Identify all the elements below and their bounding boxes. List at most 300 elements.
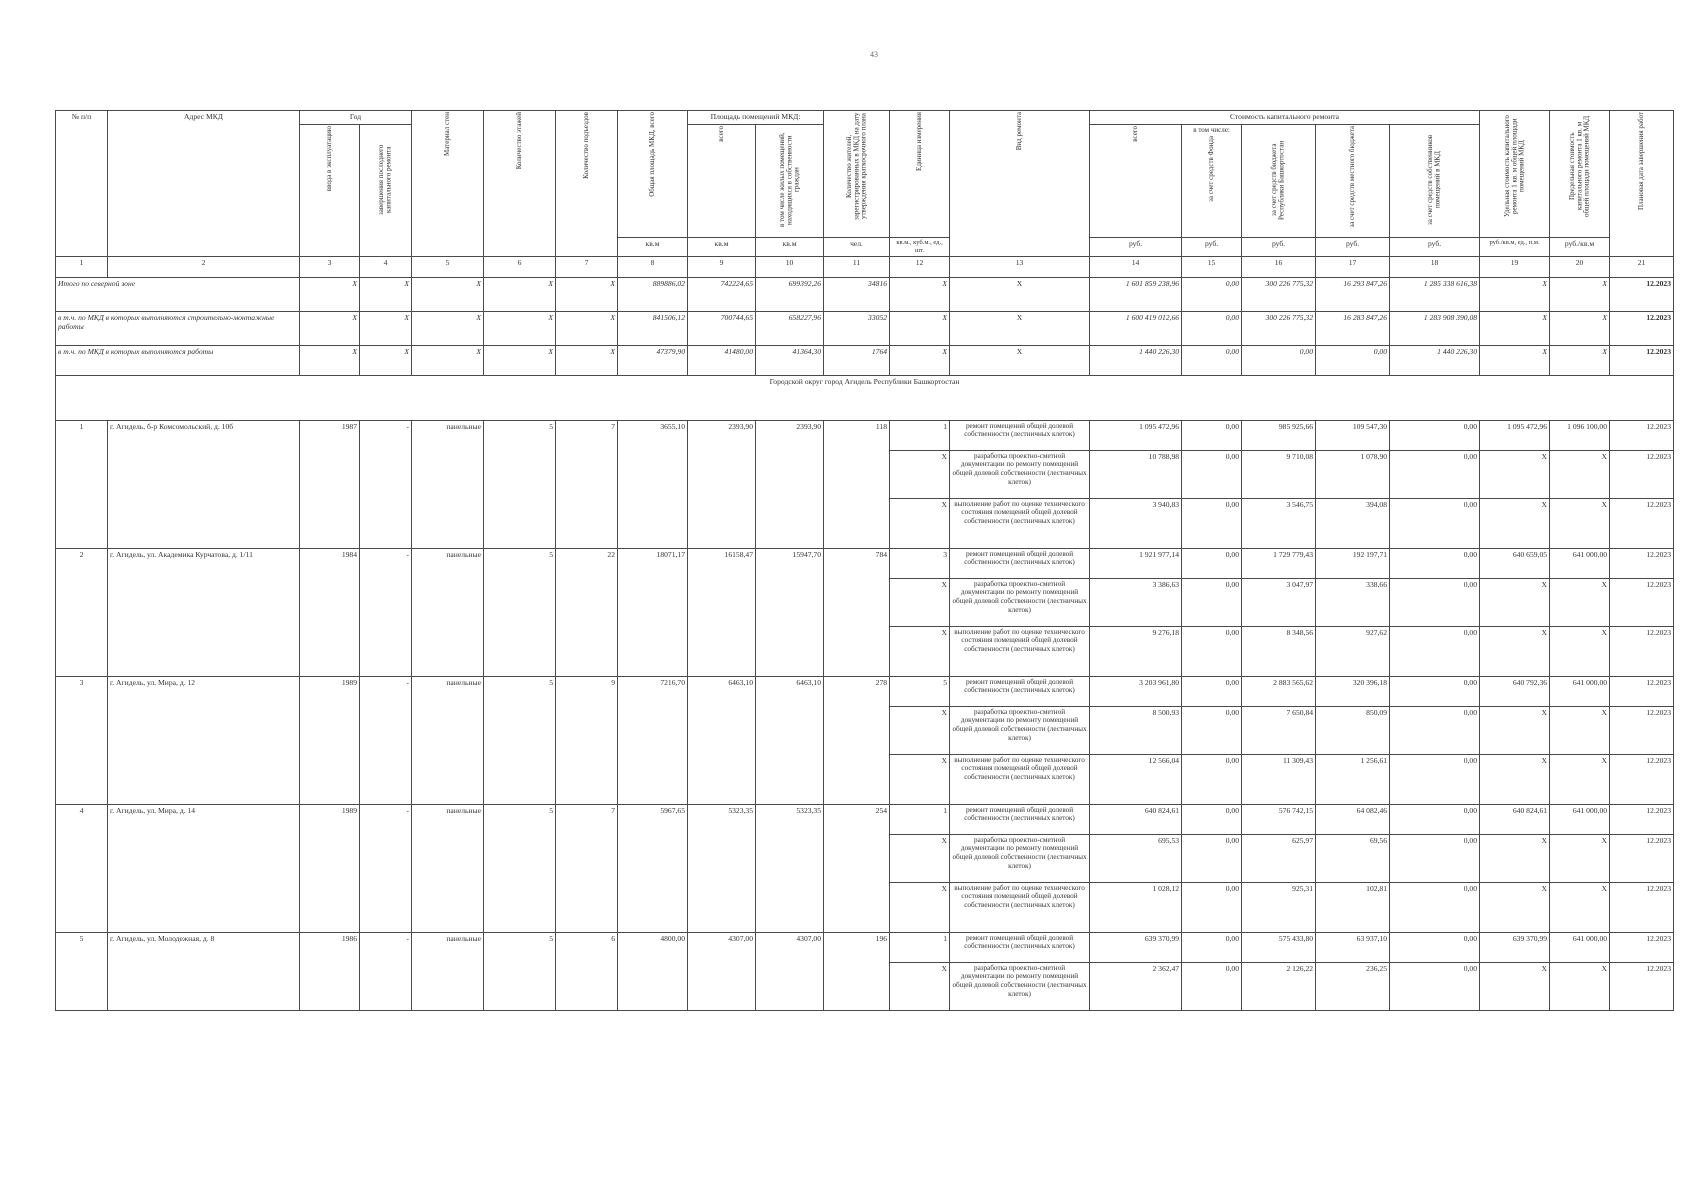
summary-max: X bbox=[1550, 277, 1610, 311]
summary-cost-total: 1 440 226,30 bbox=[1090, 345, 1182, 375]
work-cost-fund: 0,00 bbox=[1182, 834, 1242, 882]
work-unit: 1 bbox=[890, 932, 950, 962]
work-cost-fund: 0,00 bbox=[1182, 498, 1242, 548]
work-unit: X bbox=[890, 626, 950, 676]
work-cost-fund: 0,00 bbox=[1182, 450, 1242, 498]
work-type: ремонт помещений общей долевой собственности (лестничных клеток) bbox=[950, 932, 1090, 962]
summary-cell: X bbox=[484, 311, 556, 345]
building-row bbox=[56, 932, 1674, 962]
work-deadline: 12.2023 bbox=[1610, 804, 1674, 834]
work-specific-cost: X bbox=[1480, 754, 1550, 804]
building-premises: 16158,47 bbox=[688, 548, 756, 676]
building-floors: 5 bbox=[484, 804, 556, 932]
work-specific-cost: X bbox=[1480, 962, 1550, 1010]
building-residential: 2393,90 bbox=[756, 420, 824, 548]
hdr-year-commission: ввода в эксплуатацию bbox=[300, 125, 360, 257]
column-number: 16 bbox=[1242, 256, 1316, 277]
work-cost-total: 1 028,12 bbox=[1090, 882, 1182, 932]
work-cost-owners: 0,00 bbox=[1390, 420, 1480, 450]
work-cost-fund: 0,00 bbox=[1182, 932, 1242, 962]
hdr-specific-cost: Удельная стоимость капитального ремонта 1 кв. м общей площади помещений МКД bbox=[1480, 111, 1550, 238]
column-number: 17 bbox=[1316, 256, 1390, 277]
summary-cell: X bbox=[556, 345, 618, 375]
summary-cell: X bbox=[300, 277, 360, 311]
building-total-area: 18071,17 bbox=[618, 548, 688, 676]
work-deadline: 12.2023 bbox=[1610, 578, 1674, 626]
building-last-repair: - bbox=[360, 676, 412, 804]
hdr-residents: Количество жителей, зарегистрированных в МКД на дату утверждения краткосрочного плана bbox=[824, 111, 890, 238]
column-number: 7 bbox=[556, 256, 618, 277]
work-deadline: 12.2023 bbox=[1610, 962, 1674, 1010]
summary-cell: X bbox=[360, 345, 412, 375]
work-unit: X bbox=[890, 882, 950, 932]
building-material: панельные bbox=[412, 932, 484, 1010]
summary-total-area: 889886,02 bbox=[618, 277, 688, 311]
work-max-cost: X bbox=[1550, 450, 1610, 498]
summary-unit: X bbox=[890, 277, 950, 311]
summary-specific: X bbox=[1480, 277, 1550, 311]
work-cost-republic: 576 742,15 bbox=[1242, 804, 1316, 834]
hdr-address: Адрес МКД bbox=[108, 111, 300, 257]
work-deadline: 12.2023 bbox=[1610, 498, 1674, 548]
column-number: 21 bbox=[1610, 256, 1674, 277]
unit-residents: чел. bbox=[824, 238, 890, 257]
work-cost-republic: 9 710,08 bbox=[1242, 450, 1316, 498]
work-specific-cost: X bbox=[1480, 498, 1550, 548]
work-unit: X bbox=[890, 498, 950, 548]
building-row bbox=[56, 804, 1674, 834]
building-address: г. Агидель, ул. Мира, д. 12 bbox=[108, 676, 300, 804]
work-cost-local: 320 396,18 bbox=[1316, 676, 1390, 706]
work-cost-owners: 0,00 bbox=[1390, 804, 1480, 834]
hdr-deadline: Плановая дата завершения работ bbox=[1610, 111, 1674, 257]
work-cost-total: 3 940,83 bbox=[1090, 498, 1182, 548]
work-cost-owners: 0,00 bbox=[1390, 706, 1480, 754]
work-cost-local: 109 547,30 bbox=[1316, 420, 1390, 450]
work-max-cost: 641 000,00 bbox=[1550, 804, 1610, 834]
summary-cost-fund: 0,00 bbox=[1182, 345, 1242, 375]
building-residential: 4307,00 bbox=[756, 932, 824, 1010]
work-cost-owners: 0,00 bbox=[1390, 626, 1480, 676]
unit-cost-local: руб. bbox=[1316, 238, 1390, 257]
work-type: выполнение работ по оценке технического состояния помещений общей долевой собственности (лестничных клеток) bbox=[950, 626, 1090, 676]
building-address: г. Агидель, ул. Академика Курчатова, д. 1/11 bbox=[108, 548, 300, 676]
hdr-premises-group: Площадь помещений МКД: bbox=[688, 111, 824, 125]
work-cost-republic: 11 309,43 bbox=[1242, 754, 1316, 804]
work-cost-republic: 575 433,80 bbox=[1242, 932, 1316, 962]
building-residential: 6463,10 bbox=[756, 676, 824, 804]
hdr-cost-republic: за счет средств бюджета Республики Башкортостан bbox=[1242, 125, 1316, 238]
building-residential: 5323,35 bbox=[756, 804, 824, 932]
work-type: ремонт помещений общей долевой собственности (лестничных клеток) bbox=[950, 804, 1090, 834]
work-cost-fund: 0,00 bbox=[1182, 548, 1242, 578]
work-type: ремонт помещений общей долевой собственности (лестничных клеток) bbox=[950, 420, 1090, 450]
hdr-cost-fund: в том числе: за счет средств Фонда bbox=[1182, 125, 1242, 238]
work-max-cost: 641 000,00 bbox=[1550, 932, 1610, 962]
work-specific-cost: 1 095 472,96 bbox=[1480, 420, 1550, 450]
building-num: 1 bbox=[56, 420, 108, 548]
summary-max: X bbox=[1550, 345, 1610, 375]
summary-cost-owners: 1 285 338 616,38 bbox=[1390, 277, 1480, 311]
column-number: 5 bbox=[412, 256, 484, 277]
work-cost-total: 12 566,04 bbox=[1090, 754, 1182, 804]
work-specific-cost: X bbox=[1480, 706, 1550, 754]
work-specific-cost: X bbox=[1480, 834, 1550, 882]
work-cost-owners: 0,00 bbox=[1390, 882, 1480, 932]
region-title: Городской округ город Агидель Республики Башкортостан bbox=[56, 375, 1674, 420]
column-number: 18 bbox=[1390, 256, 1480, 277]
work-cost-total: 639 370,99 bbox=[1090, 932, 1182, 962]
unit-max-cost: руб./кв.м bbox=[1550, 238, 1610, 257]
summary-cost-total: 1 600 419 012,66 bbox=[1090, 311, 1182, 345]
column-number: 13 bbox=[950, 256, 1090, 277]
hdr-year-group: Год bbox=[300, 111, 412, 125]
hdr-cost-incl: в том числе: bbox=[1193, 126, 1230, 134]
work-cost-republic: 925,31 bbox=[1242, 882, 1316, 932]
hdr-cost-group: Стоимость капитального ремонта bbox=[1090, 111, 1480, 125]
work-max-cost: X bbox=[1550, 626, 1610, 676]
building-entrances: 6 bbox=[556, 932, 618, 1010]
summary-residents: 1764 bbox=[824, 345, 890, 375]
summary-cost-republic: 300 226 775,32 bbox=[1242, 277, 1316, 311]
building-total-area: 5967,65 bbox=[618, 804, 688, 932]
work-type: ремонт помещений общей долевой собственности (лестничных клеток) bbox=[950, 676, 1090, 706]
unit-total-area: кв.м bbox=[618, 238, 688, 257]
summary-cell: X bbox=[484, 345, 556, 375]
summary-cell: X bbox=[412, 311, 484, 345]
hdr-premises-residential: в том числе жилых помещений, находящихся в собственности граждан bbox=[756, 125, 824, 238]
capital-repair-register bbox=[55, 110, 1673, 1070]
work-deadline: 12.2023 bbox=[1610, 548, 1674, 578]
work-cost-owners: 0,00 bbox=[1390, 498, 1480, 548]
work-max-cost: 641 000,00 bbox=[1550, 548, 1610, 578]
hdr-cost-owners: за счет средств собственников помещений в МКД bbox=[1390, 125, 1480, 238]
work-type: ремонт помещений общей долевой собственности (лестничных клеток) bbox=[950, 548, 1090, 578]
work-max-cost: X bbox=[1550, 578, 1610, 626]
work-cost-local: 927,62 bbox=[1316, 626, 1390, 676]
building-residents: 196 bbox=[824, 932, 890, 1010]
work-cost-total: 3 203 961,80 bbox=[1090, 676, 1182, 706]
building-num: 4 bbox=[56, 804, 108, 932]
work-unit: 1 bbox=[890, 804, 950, 834]
building-year: 1989 bbox=[300, 676, 360, 804]
hdr-work-type: Вид ремонта bbox=[950, 111, 1090, 257]
work-max-cost: X bbox=[1550, 834, 1610, 882]
work-cost-total: 10 788,98 bbox=[1090, 450, 1182, 498]
building-total-area: 7216,70 bbox=[618, 676, 688, 804]
register-table bbox=[55, 110, 1674, 1011]
summary-cost-owners: 1 440 226,30 bbox=[1390, 345, 1480, 375]
summary-cost-local: 16 283 847,26 bbox=[1316, 311, 1390, 345]
building-year: 1987 bbox=[300, 420, 360, 548]
work-cost-local: 69,56 bbox=[1316, 834, 1390, 882]
building-residential: 15947,70 bbox=[756, 548, 824, 676]
work-cost-republic: 1 729 779,43 bbox=[1242, 548, 1316, 578]
column-number: 14 bbox=[1090, 256, 1182, 277]
building-material: панельные bbox=[412, 420, 484, 548]
building-total-area: 4800,00 bbox=[618, 932, 688, 1010]
work-type: разработка проектно-сметной документации по ремонту помещений общей долевой собственности (лестничных клеток) bbox=[950, 962, 1090, 1010]
summary-residents: 33052 bbox=[824, 311, 890, 345]
summary-deadline: 12.2023 bbox=[1610, 311, 1674, 345]
building-num: 2 bbox=[56, 548, 108, 676]
summary-row bbox=[56, 311, 1674, 345]
work-cost-local: 394,08 bbox=[1316, 498, 1390, 548]
hdr-wall-material: Материал стен bbox=[412, 111, 484, 257]
work-max-cost: X bbox=[1550, 882, 1610, 932]
work-cost-owners: 0,00 bbox=[1390, 932, 1480, 962]
summary-cost-total: 1 601 859 238,96 bbox=[1090, 277, 1182, 311]
work-cost-fund: 0,00 bbox=[1182, 626, 1242, 676]
unit-unit: кв.м., куб.м., ед., шт. bbox=[890, 238, 950, 257]
work-type: выполнение работ по оценке технического состояния помещений общей долевой собственности (лестничных клеток) bbox=[950, 882, 1090, 932]
summary-cell: X bbox=[556, 311, 618, 345]
page-number: 43 bbox=[870, 50, 878, 59]
work-type: разработка проектно-сметной документации по ремонту помещений общей долевой собственности (лестничных клеток) bbox=[950, 706, 1090, 754]
summary-cell: X bbox=[360, 311, 412, 345]
work-deadline: 12.2023 bbox=[1610, 932, 1674, 962]
work-unit: X bbox=[890, 706, 950, 754]
hdr-unit: Единица измерения bbox=[890, 111, 950, 238]
column-number-row bbox=[56, 256, 1674, 277]
work-cost-local: 850,09 bbox=[1316, 706, 1390, 754]
hdr-entrances: Количество подъездов bbox=[556, 111, 618, 257]
summary-label: в т.ч. по МКД в которых выполняются строительно-монтажные работы bbox=[56, 311, 300, 345]
building-row bbox=[56, 676, 1674, 706]
column-number: 20 bbox=[1550, 256, 1610, 277]
column-number: 12 bbox=[890, 256, 950, 277]
summary-cell: X bbox=[556, 277, 618, 311]
work-cost-fund: 0,00 bbox=[1182, 706, 1242, 754]
work-cost-fund: 0,00 bbox=[1182, 754, 1242, 804]
column-number: 19 bbox=[1480, 256, 1550, 277]
column-number: 15 bbox=[1182, 256, 1242, 277]
summary-cell: X bbox=[412, 277, 484, 311]
work-type: выполнение работ по оценке технического состояния помещений общей долевой собственности (лестничных клеток) bbox=[950, 754, 1090, 804]
work-cost-local: 192 197,71 bbox=[1316, 548, 1390, 578]
work-cost-local: 64 082,46 bbox=[1316, 804, 1390, 834]
work-max-cost: X bbox=[1550, 498, 1610, 548]
work-specific-cost: X bbox=[1480, 578, 1550, 626]
building-residents: 254 bbox=[824, 804, 890, 932]
region-section bbox=[56, 375, 1674, 420]
work-cost-total: 1 921 977,14 bbox=[1090, 548, 1182, 578]
work-cost-total: 1 095 472,96 bbox=[1090, 420, 1182, 450]
work-cost-republic: 7 650,84 bbox=[1242, 706, 1316, 754]
work-max-cost: X bbox=[1550, 754, 1610, 804]
work-unit: 5 bbox=[890, 676, 950, 706]
work-deadline: 12.2023 bbox=[1610, 882, 1674, 932]
summary-total-area: 47379,90 bbox=[618, 345, 688, 375]
column-number: 4 bbox=[360, 256, 412, 277]
hdr-year-last-repair: завершения последнего капитального ремонта bbox=[360, 125, 412, 257]
work-deadline: 12.2023 bbox=[1610, 676, 1674, 706]
work-cost-total: 9 276,18 bbox=[1090, 626, 1182, 676]
header-row-1 bbox=[56, 111, 1674, 125]
hdr-premises-total: всего bbox=[688, 125, 756, 238]
work-deadline: 12.2023 bbox=[1610, 450, 1674, 498]
work-deadline: 12.2023 bbox=[1610, 706, 1674, 754]
work-cost-owners: 0,00 bbox=[1390, 450, 1480, 498]
work-cost-fund: 0,00 bbox=[1182, 420, 1242, 450]
work-unit: 3 bbox=[890, 548, 950, 578]
work-cost-local: 236,25 bbox=[1316, 962, 1390, 1010]
building-entrances: 9 bbox=[556, 676, 618, 804]
summary-residential: 699392,26 bbox=[756, 277, 824, 311]
work-specific-cost: 640 659,05 bbox=[1480, 548, 1550, 578]
work-cost-owners: 0,00 bbox=[1390, 578, 1480, 626]
buildings-section bbox=[56, 420, 1674, 1010]
building-material: панельные bbox=[412, 548, 484, 676]
building-year: 1986 bbox=[300, 932, 360, 1010]
work-type: разработка проектно-сметной документации по ремонту помещений общей долевой собственности (лестничных клеток) bbox=[950, 578, 1090, 626]
summary-cost-fund: 0,00 bbox=[1182, 277, 1242, 311]
summary-cell: X bbox=[412, 345, 484, 375]
work-cost-republic: 3 047,97 bbox=[1242, 578, 1316, 626]
work-cost-fund: 0,00 bbox=[1182, 962, 1242, 1010]
column-number: 11 bbox=[824, 256, 890, 277]
summary-residents: 34816 bbox=[824, 277, 890, 311]
work-cost-republic: 985 925,66 bbox=[1242, 420, 1316, 450]
column-number: 10 bbox=[756, 256, 824, 277]
work-cost-total: 3 386,63 bbox=[1090, 578, 1182, 626]
building-entrances: 22 bbox=[556, 548, 618, 676]
work-specific-cost: 640 792,36 bbox=[1480, 676, 1550, 706]
summary-work: X bbox=[950, 277, 1090, 311]
summary-work: X bbox=[950, 311, 1090, 345]
work-max-cost: 1 096 100,00 bbox=[1550, 420, 1610, 450]
summary-specific: X bbox=[1480, 311, 1550, 345]
summary-cost-owners: 1 283 908 390,08 bbox=[1390, 311, 1480, 345]
summary-deadline: 12.2023 bbox=[1610, 277, 1674, 311]
building-material: панельные bbox=[412, 676, 484, 804]
summary-row bbox=[56, 277, 1674, 311]
work-cost-republic: 3 546,75 bbox=[1242, 498, 1316, 548]
summary-cell: X bbox=[300, 345, 360, 375]
building-floors: 5 bbox=[484, 420, 556, 548]
work-cost-owners: 0,00 bbox=[1390, 962, 1480, 1010]
work-cost-republic: 2 126,22 bbox=[1242, 962, 1316, 1010]
work-type: разработка проектно-сметной документации по ремонту помещений общей долевой собственности (лестничных клеток) bbox=[950, 834, 1090, 882]
work-cost-local: 1 078,90 bbox=[1316, 450, 1390, 498]
work-cost-republic: 2 883 565,62 bbox=[1242, 676, 1316, 706]
column-number: 2 bbox=[108, 256, 300, 277]
building-year: 1989 bbox=[300, 804, 360, 932]
work-unit: X bbox=[890, 754, 950, 804]
work-cost-local: 102,81 bbox=[1316, 882, 1390, 932]
summary-premises: 742224,65 bbox=[688, 277, 756, 311]
work-cost-fund: 0,00 bbox=[1182, 882, 1242, 932]
work-cost-total: 640 824,61 bbox=[1090, 804, 1182, 834]
summary-specific: X bbox=[1480, 345, 1550, 375]
column-number: 1 bbox=[56, 256, 108, 277]
building-entrances: 7 bbox=[556, 804, 618, 932]
summary-label: Итого по северной зоне bbox=[56, 277, 300, 311]
building-residents: 278 bbox=[824, 676, 890, 804]
work-cost-fund: 0,00 bbox=[1182, 676, 1242, 706]
work-max-cost: X bbox=[1550, 706, 1610, 754]
work-max-cost: 641 000,00 bbox=[1550, 676, 1610, 706]
hdr-max-cost: Предельная стоимость капитального ремонта 1 кв. м общей площади помещений МКД bbox=[1550, 111, 1610, 238]
unit-cost-fund: руб. bbox=[1182, 238, 1242, 257]
building-premises: 4307,00 bbox=[688, 932, 756, 1010]
work-cost-local: 338,66 bbox=[1316, 578, 1390, 626]
work-unit: X bbox=[890, 450, 950, 498]
column-numbers bbox=[56, 256, 1674, 277]
column-number: 3 bbox=[300, 256, 360, 277]
work-unit: X bbox=[890, 834, 950, 882]
building-year: 1984 bbox=[300, 548, 360, 676]
building-num: 5 bbox=[56, 932, 108, 1010]
building-last-repair: - bbox=[360, 932, 412, 1010]
summary-cell: X bbox=[360, 277, 412, 311]
work-deadline: 12.2023 bbox=[1610, 754, 1674, 804]
work-specific-cost: 639 370,99 bbox=[1480, 932, 1550, 962]
unit-cost-total: руб. bbox=[1090, 238, 1182, 257]
summary-row bbox=[56, 345, 1674, 375]
building-floors: 5 bbox=[484, 548, 556, 676]
summary-total-area: 841506,12 bbox=[618, 311, 688, 345]
summary-cost-local: 0,00 bbox=[1316, 345, 1390, 375]
work-cost-fund: 0,00 bbox=[1182, 578, 1242, 626]
work-deadline: 12.2023 bbox=[1610, 626, 1674, 676]
building-last-repair: - bbox=[360, 420, 412, 548]
work-cost-owners: 0,00 bbox=[1390, 754, 1480, 804]
building-residents: 118 bbox=[824, 420, 890, 548]
building-address: г. Агидель, б-р Комсомольский, д. 10б bbox=[108, 420, 300, 548]
summary-cell: X bbox=[300, 311, 360, 345]
work-max-cost: X bbox=[1550, 962, 1610, 1010]
work-specific-cost: 640 824,61 bbox=[1480, 804, 1550, 834]
summary-premises: 700744,65 bbox=[688, 311, 756, 345]
building-premises: 2393,90 bbox=[688, 420, 756, 548]
unit-cost-owners: руб. bbox=[1390, 238, 1480, 257]
summary-cost-fund: 0,00 bbox=[1182, 311, 1242, 345]
work-unit: 1 bbox=[890, 420, 950, 450]
work-specific-cost: X bbox=[1480, 882, 1550, 932]
summary-cost-local: 16 293 847,26 bbox=[1316, 277, 1390, 311]
work-type: выполнение работ по оценке технического состояния помещений общей долевой собственности (лестничных клеток) bbox=[950, 498, 1090, 548]
hdr-cost-local: за счет средств местного бюджета bbox=[1316, 125, 1390, 238]
column-number: 6 bbox=[484, 256, 556, 277]
region-row bbox=[56, 375, 1674, 420]
building-address: г. Агидель, ул. Мира, д. 14 bbox=[108, 804, 300, 932]
building-num: 3 bbox=[56, 676, 108, 804]
summary-max: X bbox=[1550, 311, 1610, 345]
work-unit: X bbox=[890, 962, 950, 1010]
summary-residential: 658227,96 bbox=[756, 311, 824, 345]
work-cost-republic: 625,97 bbox=[1242, 834, 1316, 882]
building-floors: 5 bbox=[484, 676, 556, 804]
summary-section bbox=[56, 277, 1674, 375]
unit-cost-republic: руб. bbox=[1242, 238, 1316, 257]
work-type: разработка проектно-сметной документации по ремонту помещений общей долевой собственности (лестничных клеток) bbox=[950, 450, 1090, 498]
unit-premises-residential: кв.м bbox=[756, 238, 824, 257]
building-last-repair: - bbox=[360, 804, 412, 932]
unit-specific-cost: руб./кв.м, ед., п.м. bbox=[1480, 238, 1550, 257]
work-cost-owners: 0,00 bbox=[1390, 834, 1480, 882]
building-row bbox=[56, 420, 1674, 450]
hdr-total-area: Общая площадь МКД, всего bbox=[618, 111, 688, 238]
summary-work: X bbox=[950, 345, 1090, 375]
building-row bbox=[56, 548, 1674, 578]
work-cost-local: 63 937,10 bbox=[1316, 932, 1390, 962]
work-cost-total: 2 362,47 bbox=[1090, 962, 1182, 1010]
building-address: г. Агидель, ул. Молодежная, д. 8 bbox=[108, 932, 300, 1010]
summary-cost-republic: 300 226 775,32 bbox=[1242, 311, 1316, 345]
summary-unit: X bbox=[890, 345, 950, 375]
summary-cost-republic: 0,00 bbox=[1242, 345, 1316, 375]
